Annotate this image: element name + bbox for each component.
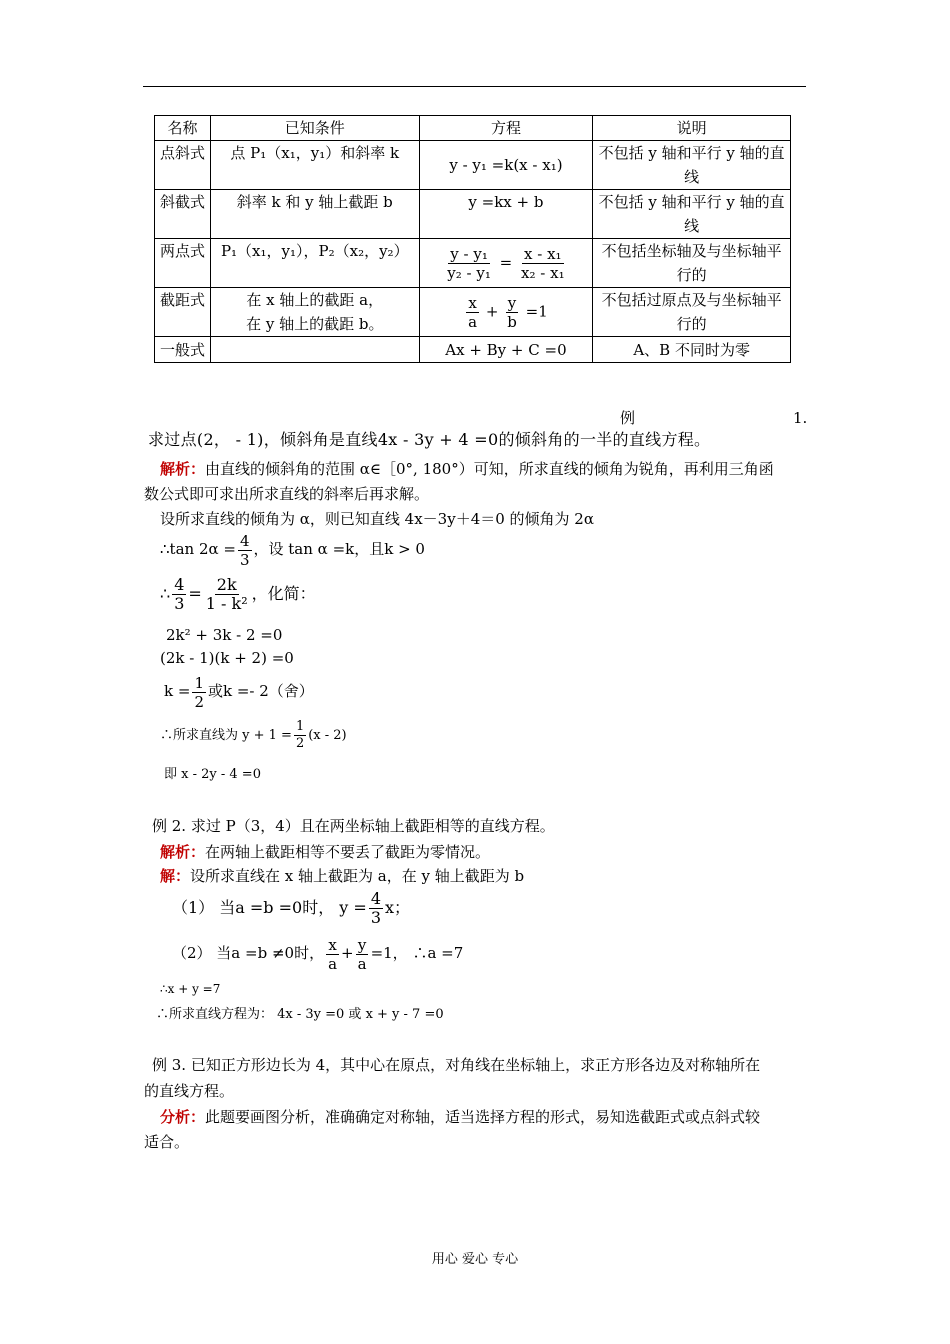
- table-row: [155, 288, 791, 337]
- example1-step3: 2k² + 3k - 2 =0: [166, 626, 283, 644]
- table-row: [155, 190, 791, 239]
- example1-analysis: 解析：由直线的倾斜角的范围 α∈［0°, 180°）可知，所求直线的倾角为锐角，再利用三角函: [160, 460, 774, 478]
- example1-analysis-cont: 数公式即可求出所求直线的斜率后再求解。: [144, 485, 430, 503]
- example1-step7: 即 x - 2y - 4 =0: [164, 767, 261, 782]
- fraction: $\frac{4}{3}$: [370, 889, 382, 927]
- example3-analysis-cont: 适合。: [144, 1133, 190, 1151]
- example1-number: 1.: [793, 409, 808, 427]
- example1-step4: (2k - 1)(k + 2) =0: [160, 649, 294, 667]
- example2-answer: ∴所求直线方程为： 4x - 3y =0 或 x + y - 7 =0: [156, 1007, 444, 1022]
- form-name: 斜截式: [155, 190, 211, 239]
- example2-analysis: 解析：在两轴上截距相等不要丢了截距为零情况。: [160, 843, 491, 861]
- example1-label: 例: [620, 409, 636, 427]
- form-condition: 点 P₁（x₁，y₁）和斜率 k: [210, 141, 419, 190]
- fraction: $\frac{4}{3}$: [239, 531, 250, 569]
- form-name: 点斜式: [155, 141, 211, 190]
- form-note: A、B 不同时为零: [593, 337, 791, 363]
- example2-question: 例 2. 求过 P（3，4）且在两坐标轴上截距相等的直线方程。: [152, 817, 555, 835]
- fraction: $\frac{4}{3}$: [174, 575, 185, 613]
- form-equation: Ax + By + C =0: [419, 337, 593, 363]
- example1-setup: 设所求直线的倾角为 α，则已知直线 4x－3y＋4＝0 的倾角为 2α: [160, 510, 594, 528]
- fraction: $\frac{\text{x - x₁}}{\text{x₂ - x₁}}$: [521, 244, 565, 282]
- form-equation: y - y₁ =k(x - x₁): [419, 141, 593, 190]
- example2-case1: （1） 当a =b =0时， y = $\frac{4}{3}$ x；: [172, 889, 411, 927]
- fraction: $\frac{\text{y - y₁}}{\text{y₂ - y₁}}$: [447, 244, 491, 282]
- table-header-row: [155, 116, 791, 141]
- table-row: [155, 239, 791, 288]
- form-condition: 在 x 轴上的截距 a， 在 y 轴上的截距 b。: [210, 288, 419, 337]
- form-name: 截距式: [155, 288, 211, 337]
- example1-step5: k = $\frac{1}{2}$ 或k =- 2（舍）: [164, 673, 314, 711]
- example3-analysis: 分析：此题要画图分析，准确确定对称轴，适当选择方程的形式，易知选截距式或点斜式较: [160, 1108, 761, 1126]
- form-name: 两点式: [155, 239, 211, 288]
- header-rule: [143, 86, 806, 87]
- header-cell: 说明: [593, 116, 791, 141]
- form-note: 不包括 y 轴和平行 y 轴的直线: [593, 190, 791, 239]
- form-equation: $\frac{\text{y - y₁}}{\text{y₂ - y₁}}$ = $\frac{\text{x - x₁}}{\text{x₂ - x₁}}$: [419, 239, 593, 288]
- form-condition: [210, 337, 419, 363]
- example1-step1: ∴tan 2α = $\frac{4}{3}$ ，设 tan α =k，且k > 0: [160, 531, 425, 569]
- fraction: $\frac{y}{a}$: [357, 935, 367, 973]
- fraction: $\frac{1}{2}$: [194, 673, 204, 711]
- form-note: 不包括坐标轴及与坐标轴平行的: [593, 239, 791, 288]
- example1-step2: ∴ $\frac{4}{3}$ = $\frac{2k}{\text{1 - k²}}$ ，化简：: [160, 575, 316, 613]
- page-footer: 用心 爱心 专心: [431, 1252, 519, 1267]
- fraction: $\frac{1}{2}$: [295, 719, 305, 751]
- header-cell: 名称: [155, 116, 211, 141]
- example2-case2: （2） 当a =b ≠0时， $\frac{x}{a}$ + $\frac{y}{a}$ =1， ∴a =7: [172, 935, 464, 973]
- example1-question: 求过点(2， - 1)，倾斜角是直线4x - 3y + 4 =0的倾斜角的一半的直线方程。: [148, 430, 711, 449]
- form-note: 不包括 y 轴和平行 y 轴的直线: [593, 141, 791, 190]
- fraction: $\frac{x}{a}$: [468, 293, 478, 331]
- fraction: $\frac{2k}{\text{1 - k²}}$: [205, 575, 248, 613]
- form-name: 一般式: [155, 337, 211, 363]
- line-equation-table: [154, 115, 791, 363]
- fraction: $\frac{y}{b}$: [507, 293, 517, 331]
- example3-question: 例 3. 已知正方形边长为 4，其中心在原点，对角线在坐标轴上，求正方形各边及对称轴所在: [152, 1056, 761, 1074]
- form-note: 不包括过原点及与坐标轴平行的: [593, 288, 791, 337]
- example1-step6: ∴所求直线为 y + 1 = $\frac{1}{2}$ (x - 2): [160, 719, 347, 751]
- form-condition: P₁（x₁，y₁），P₂（x₂，y₂）: [210, 239, 419, 288]
- fraction: $\frac{x}{a}$: [328, 935, 338, 973]
- header-cell: 方程: [419, 116, 593, 141]
- example2-step: ∴x + y =7: [160, 982, 221, 996]
- table-row: [155, 337, 791, 363]
- form-equation: $\frac{x}{a}$ + $\frac{y}{b}$ =1: [419, 288, 593, 337]
- form-equation: y =kx + b: [419, 190, 593, 239]
- example3-question-cont: 的直线方程。: [144, 1082, 235, 1100]
- table-row: [155, 141, 791, 190]
- header-cell: 已知条件: [210, 116, 419, 141]
- example2-solution: 解：设所求直线在 x 轴上截距为 a，在 y 轴上截距为 b: [160, 867, 525, 885]
- form-condition: 斜率 k 和 y 轴上截距 b: [210, 190, 419, 239]
